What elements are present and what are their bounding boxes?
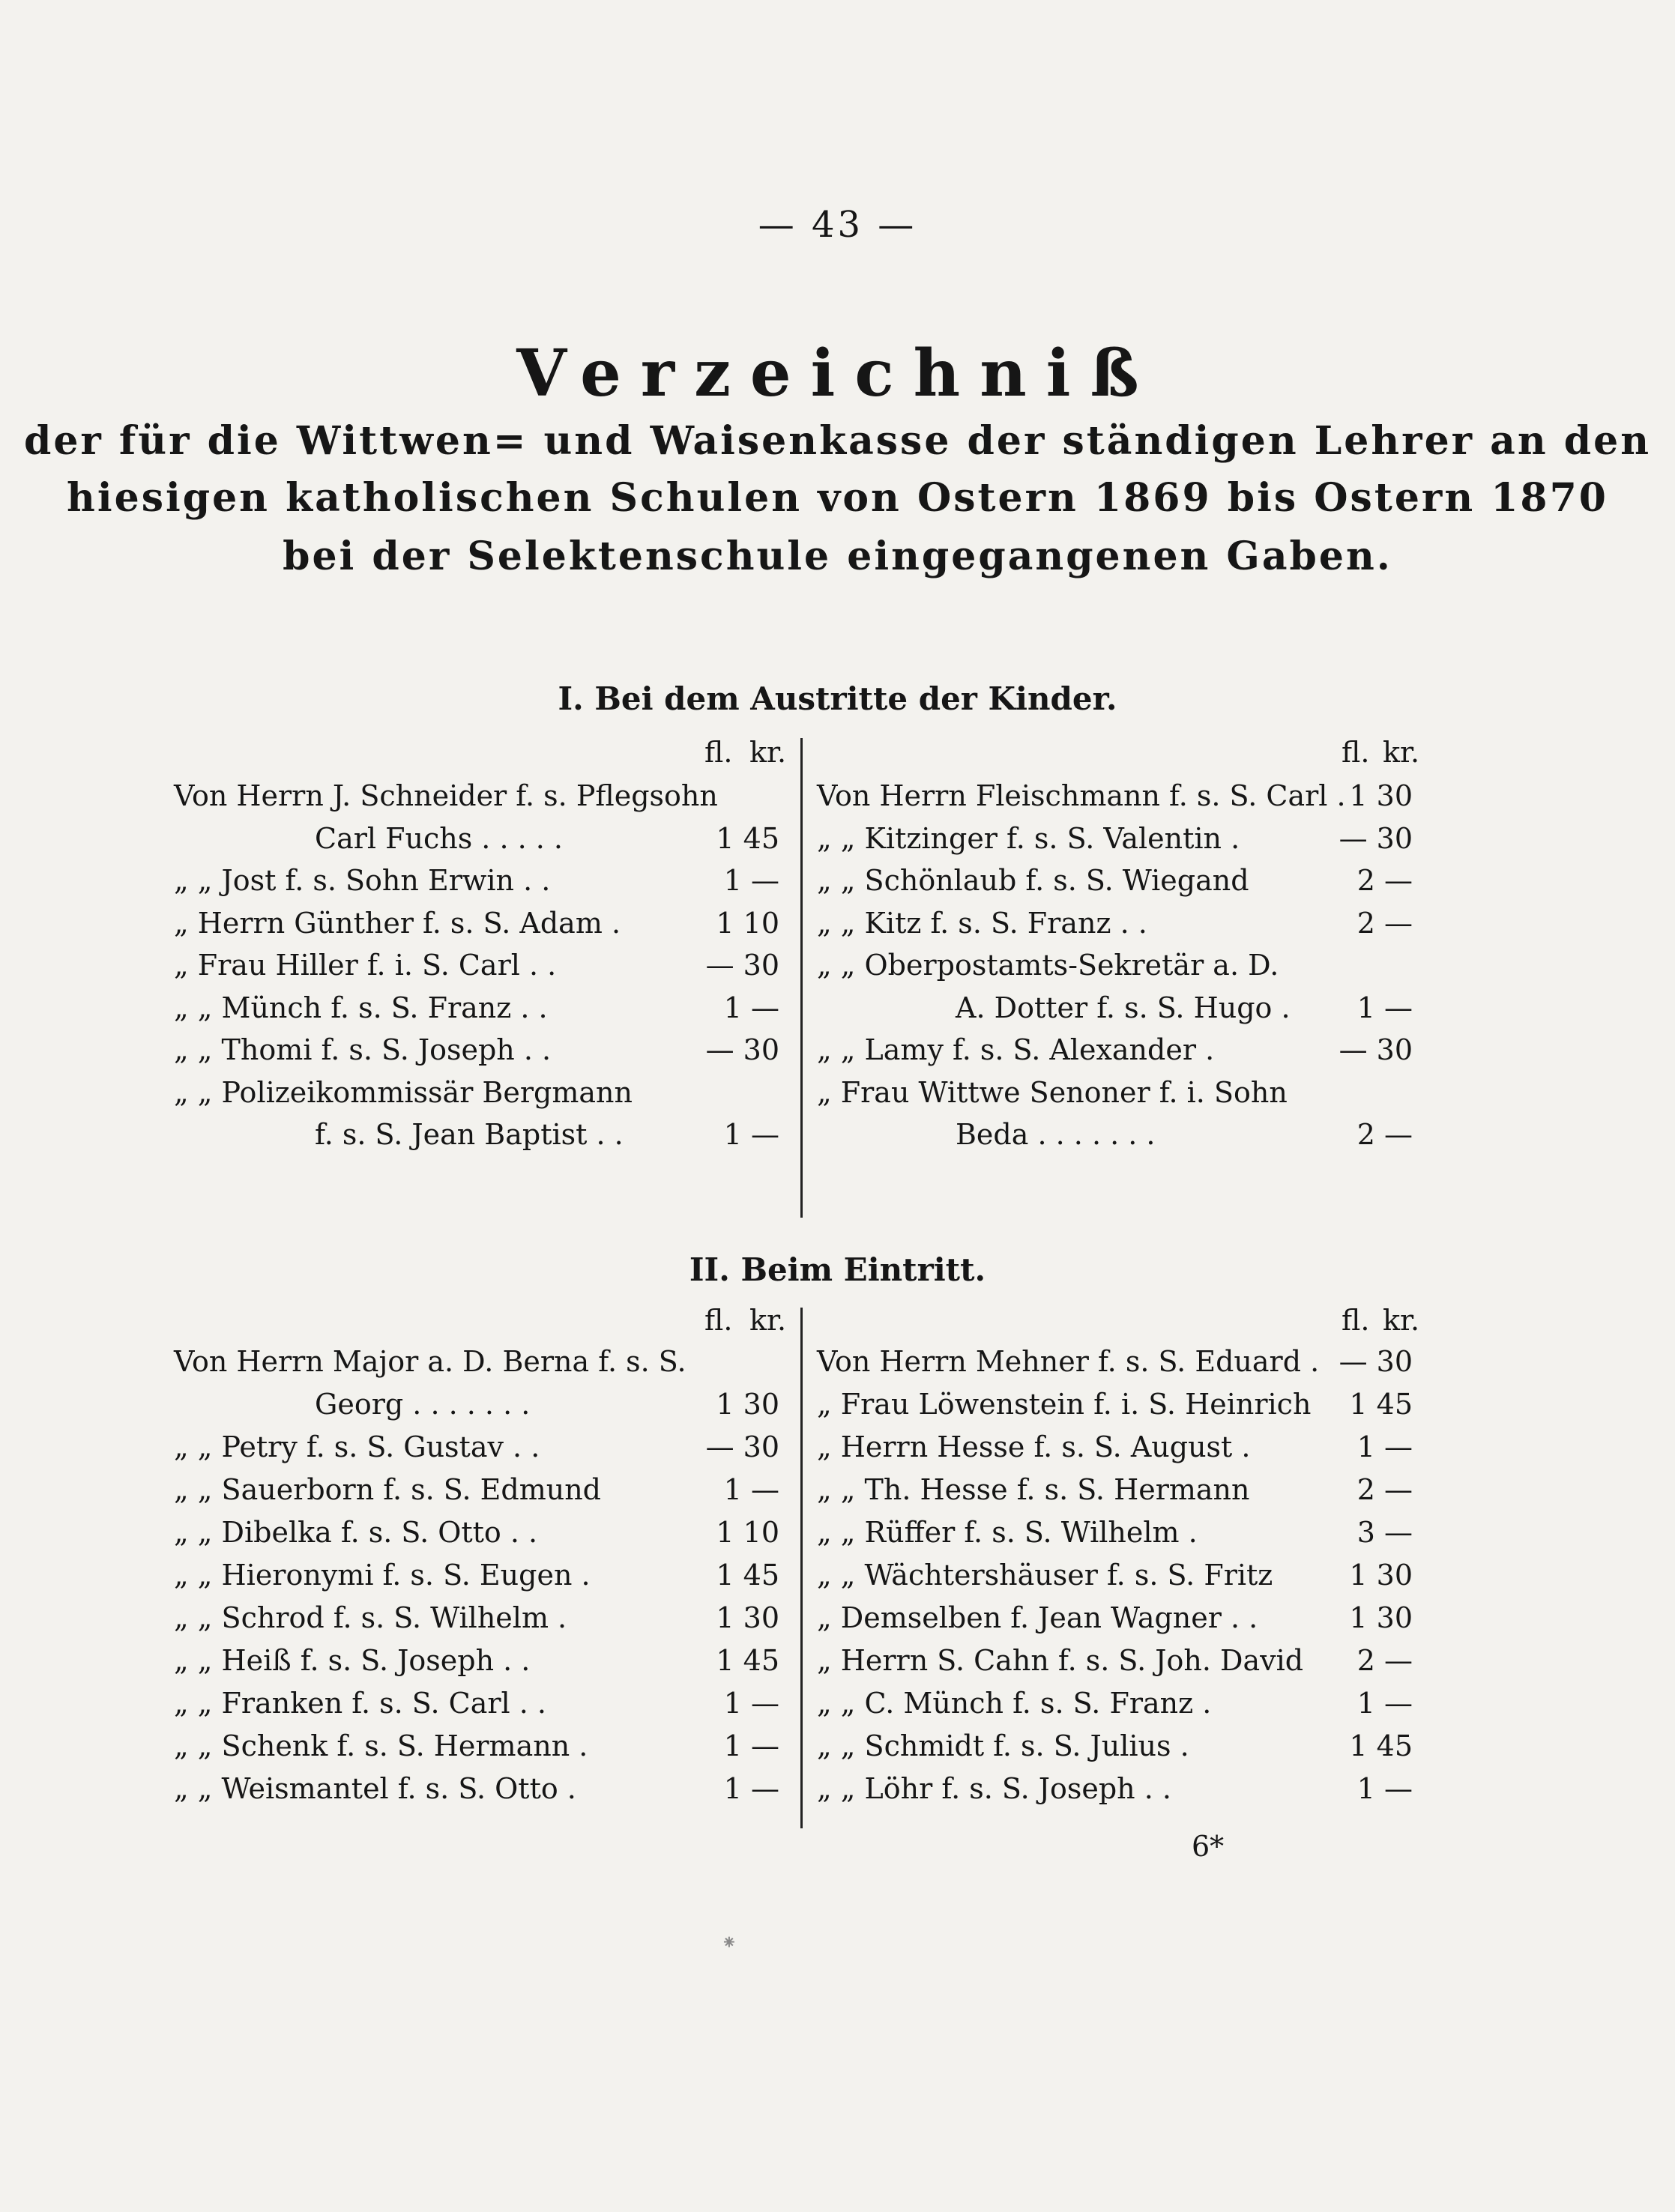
subtitle-line-3: bei der Selektenschule eingegangenen Gaben. [283,534,1392,579]
section-2-column-divider [800,1308,803,1828]
entry-amount: 1 — [723,864,779,897]
entry-description: Beda . . . . . . . [956,1118,1156,1151]
entry-description: „ „ Schrod f. s. S. Wilhelm . [174,1601,567,1634]
entry-amount: 1 — [723,991,779,1024]
entry-description: „ „ Lamy f. s. S. Alexander . [817,1033,1215,1066]
entry-amount: 3 — [1356,1516,1413,1549]
section-1-column-divider [800,738,803,1218]
entry-amount: — 30 [705,1033,779,1066]
entry-description: „ „ Franken f. s. S. Carl . . [174,1687,546,1720]
entry-description: „ „ Wächtershäuser f. s. S. Fritz [817,1559,1273,1592]
entry-amount: 2 — [1356,906,1413,940]
entry-description: „ „ Kitzinger f. s. S. Valentin . [817,821,1240,855]
entry-amount: — 30 [705,949,779,982]
entry-description: Von Herrn Mehner f. s. S. Eduard . [817,1345,1320,1378]
ink-speck: ⁕ [721,1932,737,1954]
entry-amount: 1 — [723,1772,779,1805]
section-2-right-col-fl: fl. [1341,1304,1370,1337]
entry-description: „ Herrn S. Cahn f. s. S. Joh. David [817,1644,1304,1677]
entry-description: „ „ Münch f. s. S. Franz . . [174,991,548,1024]
entry-amount: 1 30 [716,1601,779,1634]
entry-amount: 1 30 [1349,779,1413,812]
entry-amount: 1 45 [716,821,779,855]
entry-amount: 2 — [1356,864,1413,897]
entry-description: f. s. S. Jean Baptist . . [315,1118,624,1151]
section-2-left-col-fl: fl. [704,1304,733,1337]
entry-amount: 1 45 [1349,1388,1413,1421]
entry-description: „ „ Jost f. s. Sohn Erwin . . [174,864,551,897]
entry-description: A. Dotter f. s. S. Hugo . [956,991,1291,1024]
entry-amount: 1 — [723,1473,779,1506]
entry-description: Georg . . . . . . . [315,1388,531,1421]
entry-amount: — 30 [705,1430,779,1463]
entry-amount: 1 30 [1349,1601,1413,1634]
entry-description: „ Demselben f. Jean Wagner . . [817,1601,1258,1634]
entry-amount: — 30 [1339,821,1413,855]
entry-amount: 1 — [723,1687,779,1720]
entry-description: Carl Fuchs . . . . . [315,821,564,855]
entry-amount: 2 — [1356,1118,1413,1151]
subtitle-line-2: hiesigen katholischen Schulen von Ostern 1869 bis Ostern 1870 [67,475,1608,521]
document-title: Verzeichniß [516,336,1159,411]
entry-description: „ Frau Wittwe Senoner f. i. Sohn [817,1075,1288,1109]
entry-description: Von Herrn J. Schneider f. s. Pflegsohn [174,779,718,812]
entry-amount: 2 — [1356,1473,1413,1506]
entry-amount: 1 — [723,1118,779,1151]
entry-amount: 1 — [1356,1687,1413,1720]
entry-description: „ Herrn Hesse f. s. S. August . [817,1430,1251,1463]
entry-amount: 1 10 [716,1516,779,1549]
entry-amount: 1 10 [716,906,779,940]
section-1-heading: I. Bei dem Austritte der Kinder. [558,680,1117,717]
entry-amount: 1 — [1356,1772,1413,1805]
entry-amount: 1 — [1356,1430,1413,1463]
subtitle-line-1: der für die Wittwen= und Waisenkasse der ständigen Lehrer an den [23,418,1652,464]
entry-description: „ Herrn Günther f. s. S. Adam . [174,906,621,940]
entry-description: „ „ Heiß f. s. S. Joseph . . [174,1644,531,1677]
entry-description: Von Herrn Fleischmann f. s. S. Carl . [817,779,1346,812]
entry-description: „ „ Schenk f. s. S. Hermann . [174,1729,588,1762]
entry-description: „ „ Löhr f. s. S. Joseph . . [817,1772,1171,1805]
entry-description: „ „ Sauerborn f. s. S. Edmund [174,1473,601,1506]
entry-description: „ „ Kitz f. s. S. Franz . . [817,906,1147,940]
entry-amount: — 30 [1339,1033,1413,1066]
entry-amount: 1 — [723,1729,779,1762]
section-1-right-col-fl: fl. [1341,736,1370,769]
entry-amount: 1 — [1356,991,1413,1024]
entry-description: „ „ C. Münch f. s. S. Franz . [817,1687,1212,1720]
entry-description: „ „ Thomi f. s. S. Joseph . . [174,1033,552,1066]
section-2-right-col-kr: kr. [1383,1304,1420,1337]
entry-amount: — 30 [1339,1345,1413,1378]
entry-amount: 1 30 [716,1388,779,1421]
page-number: — 43 — [758,204,917,246]
entry-amount: 1 30 [1349,1559,1413,1592]
entry-amount: 1 45 [716,1644,779,1677]
signature-mark: 6* [1192,1830,1225,1863]
entry-amount: 1 45 [1349,1729,1413,1762]
section-1-right-col-kr: kr. [1383,736,1420,769]
entry-amount: 2 — [1356,1644,1413,1677]
entry-description: „ „ Schmidt f. s. S. Julius . [817,1729,1189,1762]
entry-description: Von Herrn Major a. D. Berna f. s. S. [174,1345,686,1378]
entry-description: „ „ Hieronymi f. s. S. Eugen . [174,1559,591,1592]
entry-description: „ Frau Hiller f. i. S. Carl . . [174,949,557,982]
section-2-heading: II. Beim Eintritt. [689,1251,986,1288]
section-1-left-col-kr: kr. [749,736,787,769]
entry-description: „ „ Petry f. s. S. Gustav . . [174,1430,540,1463]
entry-description: „ Frau Löwenstein f. i. S. Heinrich [817,1388,1312,1421]
entry-description: „ „ Dibelka f. s. S. Otto . . [174,1516,538,1549]
entry-amount: 1 45 [716,1559,779,1592]
section-1-left-col-fl: fl. [704,736,733,769]
entry-description: „ „ Polizeikommissär Bergmann [174,1075,633,1109]
entry-description: „ „ Oberpostamts-Sekretär a. D. [817,949,1279,982]
entry-description: „ „ Schönlaub f. s. S. Wiegand [817,864,1249,897]
entry-description: „ „ Rüffer f. s. S. Wilhelm . [817,1516,1198,1549]
section-2-left-col-kr: kr. [749,1304,787,1337]
entry-description: „ „ Weismantel f. s. S. Otto . [174,1772,576,1805]
entry-description: „ „ Th. Hesse f. s. S. Hermann [817,1473,1250,1506]
